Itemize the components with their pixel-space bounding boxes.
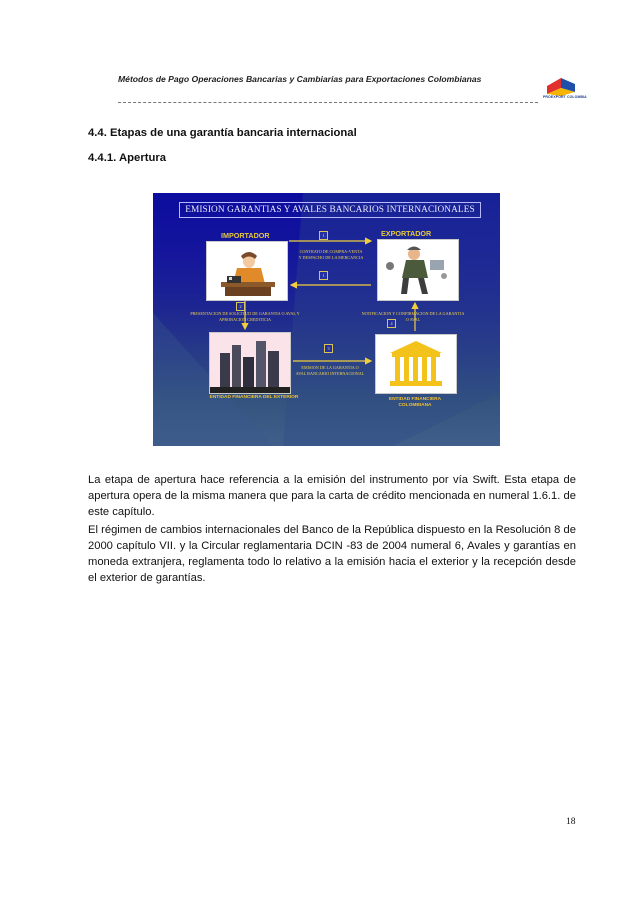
step-4-number: 4: [387, 319, 396, 328]
guarantee-issuance-diagram: [153, 193, 500, 446]
proexport-logo: [543, 74, 577, 104]
exporter-label: EXPORTADOR: [381, 229, 432, 238]
step-3-number: 3: [324, 344, 333, 353]
step-3-text-line2: AVAL BANCARIO INTERNACIONAL: [295, 371, 365, 376]
step-1-text-line1: CONTRATO DE COMPRA-VENTA: [299, 249, 363, 254]
foreign-bank-label: ENTIDAD FINANCIERA DEL EXTERIOR: [209, 395, 299, 400]
step-1-number: 1: [319, 231, 328, 240]
step-3-text: [291, 365, 369, 377]
step-1-text-line2: Y DESPACHO DE LA MERCANCIA: [298, 255, 364, 260]
logo-text: PROEXPORT COLOMBIA: [543, 95, 587, 99]
step-2-text-line1: PRESENTACION DE SOLICITUD DE GARANTIA O AVAL Y: [190, 311, 300, 316]
body-paragraph-1: La etapa de apertura hace referencia a la emisión del instrumento por vía Swift. Esta etapa de apertura opera de la misma manera que para la carta de crédito mencionada en numeral 1.6.1. de este capítulo.: [88, 474, 576, 518]
page-number: 18: [566, 816, 576, 827]
section-heading: 4.4. Etapas de una garantía bancaria internacional: [88, 127, 357, 139]
step-3-text-line1: EMISION DE LA GARANTIA O: [301, 365, 359, 370]
document-header-title: Métodos de Pago Operaciones Bancarias y Cambiarias para Exportaciones Colombianas: [118, 74, 482, 84]
step-1b-number: 1: [319, 271, 328, 280]
header-divider: [118, 102, 538, 103]
step-2-number: 2: [236, 302, 245, 311]
subsection-heading: 4.4.1. Apertura: [88, 152, 167, 164]
body-paragraph-2: El régimen de cambios internacionales del Banco de la República dispuesto en la Resolución 8 de 2000 capítulo VII. y la Circular reglamentaria DCIN -83 de 2004 numeral 6, Avales y garantías en moneda extranjera, reglamenta todo lo relativo a la emisión hacia el exterior y la recepción desde el exterior de garantías.: [88, 524, 576, 584]
colombian-bank-label-line1: ENTIDAD FINANCIERA: [388, 397, 442, 402]
step-4-text: [349, 311, 477, 323]
importer-label: IMPORTADOR: [221, 231, 270, 240]
step-1-text: [285, 249, 377, 261]
step-2-text-line2: APROBACION CREDITICIA: [219, 317, 271, 322]
step-4-text-line1: NOTIFICACION Y CONFIRMACION DE LA GARANTIA: [361, 311, 465, 316]
step-4-text-line2: O AVAL: [405, 317, 421, 322]
diagram-title: EMISION GARANTIAS Y AVALES BANCARIOS INTERNACIONALES: [179, 202, 481, 218]
colombian-bank-label-line2: COLOMBIANA: [398, 403, 432, 408]
step-2-text: [175, 311, 315, 323]
